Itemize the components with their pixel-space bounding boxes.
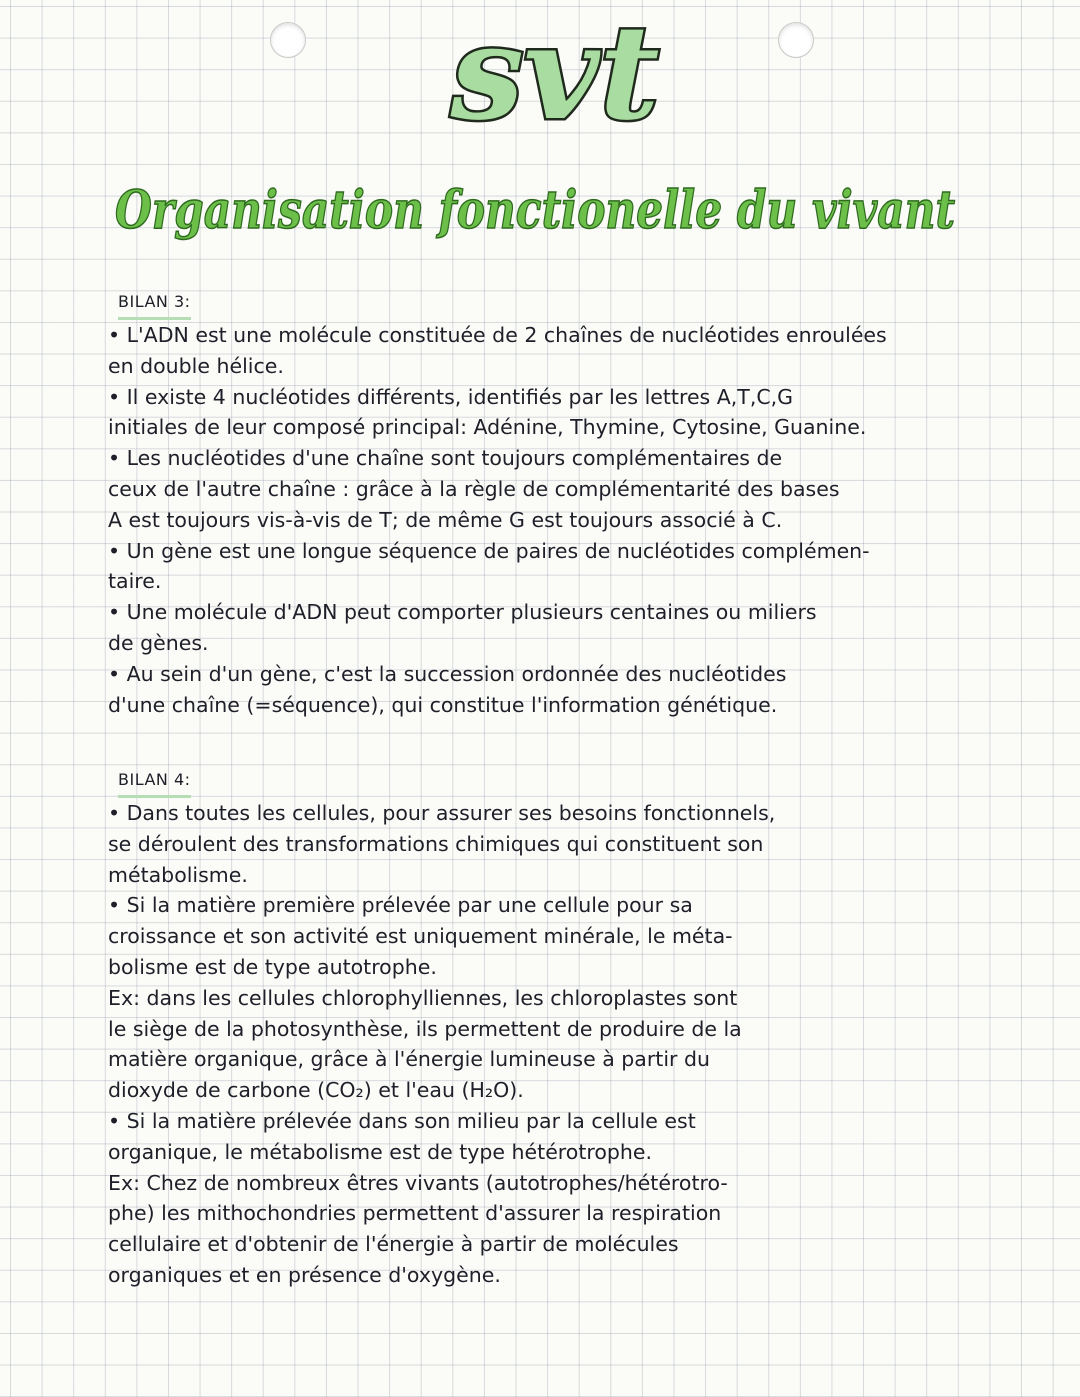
bilan-3-line: • Un gène est une longue séquence de paires de nucléotides complémen- (108, 538, 870, 563)
page-title (115, 170, 965, 260)
bilan-4-line: organique, le métabolisme est de type hétérotrophe. (108, 1139, 653, 1164)
bilan-4-line: se déroulent des transformations chimiques qui constituent son (108, 831, 764, 856)
page-title-text: Organisation fonctionelle du vivant (115, 180, 955, 241)
bilan-4-line: • Dans toutes les cellules, pour assurer ses besoins fonctionnels, (108, 801, 776, 825)
bilan-3-line: • L'ADN est une molécule constituée de 2 chaînes de nucléotides enroulées (108, 323, 887, 347)
bilan-3-heading: BILAN 3: (118, 287, 191, 320)
bilan-4-line: croissance et son activité est uniquement minérale, le méta- (108, 924, 733, 949)
subject-logo (355, 0, 755, 160)
bilan-4-line: phe) les mithochondries permettent d'assurer la respiration (108, 1201, 722, 1226)
bilan-3-line: taire. (108, 569, 162, 594)
bilan-4-line: • Si la matière première prélevée par une cellule pour sa (108, 893, 693, 918)
bilan-4-line: cellulaire et d'obtenir de l'énergie à partir de molécules (108, 1232, 679, 1257)
bilan-3-line: initiales de leur composé principal: Adénine, Thymine, Cytosine, Guanine. (108, 415, 867, 440)
bilan-3-line: ceux de l'autre chaîne : grâce à la règle de complémentarité des bases (108, 476, 840, 501)
bilan-4-line: matière organique, grâce à l'énergie lumineuse à partir du (108, 1047, 710, 1072)
bilan-3-line: A est toujours vis-à-vis de T; de même G est toujours associé à C. (108, 507, 783, 532)
bilan-3-line: de gènes. (108, 630, 209, 655)
bilan-4-line: le siège de la photosynthèse, ils permettent de produire de la (108, 1016, 742, 1041)
punch-hole-left (270, 22, 306, 58)
subject-logo-text: svt (450, 0, 660, 149)
bilan-4-heading: BILAN 4: (118, 765, 191, 798)
bilan-3-line: • Les nucléotides d'une chaîne sont toujours complémentaires de (108, 446, 783, 471)
bilan-3-section (108, 285, 1008, 720)
bilan-4-line: dioxyde de carbone (CO₂) et l'eau (H₂O). (108, 1078, 524, 1103)
bilan-4-line: Ex: dans les cellules chlorophylliennes, les chloroplastes sont (108, 985, 738, 1010)
bilan-3-line: d'une chaîne (=séquence), qui constitue l'information génétique. (108, 692, 778, 717)
bilan-4-section (108, 763, 1008, 1291)
bilan-3-line: • Au sein d'un gène, c'est la succession ordonnée des nucléotides (108, 661, 787, 686)
bilan-3-line: • Une molécule d'ADN peut comporter plusieurs centaines ou miliers (108, 600, 817, 625)
punch-hole-right (778, 22, 814, 58)
bilan-4-line: Ex: Chez de nombreux êtres vivants (autotrophes/hétérotro- (108, 1170, 728, 1195)
bilan-4-line: organiques et en présence d'oxygène. (108, 1262, 501, 1287)
bilan-4-line: • Si la matière prélevée dans son milieu par la cellule est (108, 1108, 696, 1133)
bilan-4-line: métabolisme. (108, 862, 248, 887)
bilan-4-line: bolisme est de type autotrophe. (108, 954, 437, 979)
bilan-3-line: en double hélice. (108, 353, 284, 378)
bilan-3-line: • Il existe 4 nucléotides différents, identifiés par les lettres A,T,C,G (108, 384, 794, 409)
